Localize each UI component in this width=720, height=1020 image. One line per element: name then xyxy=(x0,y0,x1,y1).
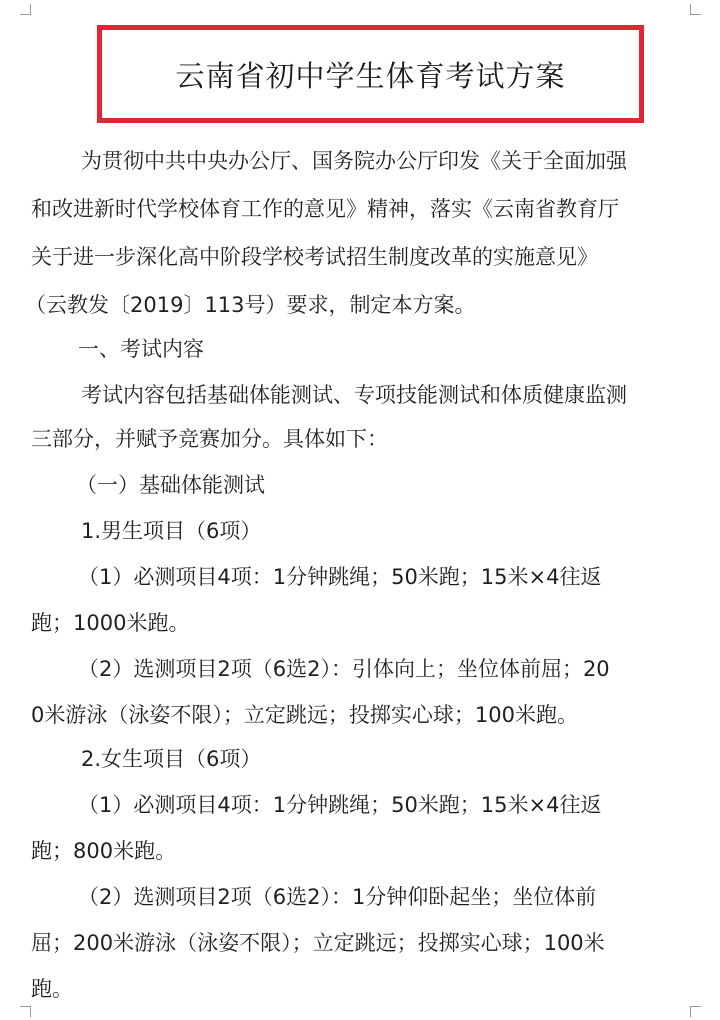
body-line-17: （2）选测项目2项（6选2）：1分钟仰卧起坐；坐位体前 xyxy=(78,885,597,909)
body-line-18: 屈；200米游泳（泳姿不限）；立定跳远；投掷实心球；100米 xyxy=(31,931,605,955)
crop-mark-top-left xyxy=(20,4,31,15)
body-line-16: 跑；800米跑。 xyxy=(31,839,177,863)
body-line-6: 考试内容包括基础体能测试、专项技能测试和体质健康监测 xyxy=(81,383,627,407)
item-heading-female: 2.女生项目（6项） xyxy=(81,747,262,771)
section-heading-1: 一、考试内容 xyxy=(78,337,204,361)
body-line-15: （1）必测项目4项：1分钟跳绳；50米跑；15米×4往返 xyxy=(78,793,602,817)
crop-mark-bottom-right xyxy=(690,1006,701,1017)
crop-mark-top-right xyxy=(690,4,701,15)
body-line-1: 为贯彻中共中央办公厅、国务院办公厅印发《关于全面加强 xyxy=(81,149,627,173)
body-line-11: 跑；1000米跑。 xyxy=(31,611,190,635)
body-line-13: 0米游泳（泳姿不限）；立定跳远；投掷实心球；100米跑。 xyxy=(31,703,578,727)
item-heading-male: 1.男生项目（6项） xyxy=(81,519,262,543)
body-line-3: 关于进一步深化高中阶段学校考试招生制度改革的实施意见》 xyxy=(31,245,598,269)
body-line-12: （2）选测项目2项（6选2）：引体向上；坐位体前屈；20 xyxy=(78,657,610,681)
body-line-2: 和改进新时代学校体育工作的意见》精神，落实《云南省教育厅 xyxy=(31,197,619,221)
subsection-heading-1: （一）基础体能测试 xyxy=(76,473,265,497)
title-box xyxy=(97,25,644,123)
crop-mark-bottom-left xyxy=(20,1006,31,1017)
document-title: 云南省初中学生体育考试方案 xyxy=(175,58,566,93)
body-line-4: （云教发〔2019〕113号）要求，制定本方案。 xyxy=(25,293,476,317)
body-line-7: 三部分，并赋予竞赛加分。具体如下： xyxy=(31,427,388,451)
body-line-19: 跑。 xyxy=(31,977,73,1001)
body-line-10: （1）必测项目4项：1分钟跳绳；50米跑；15米×4往返 xyxy=(78,565,602,589)
